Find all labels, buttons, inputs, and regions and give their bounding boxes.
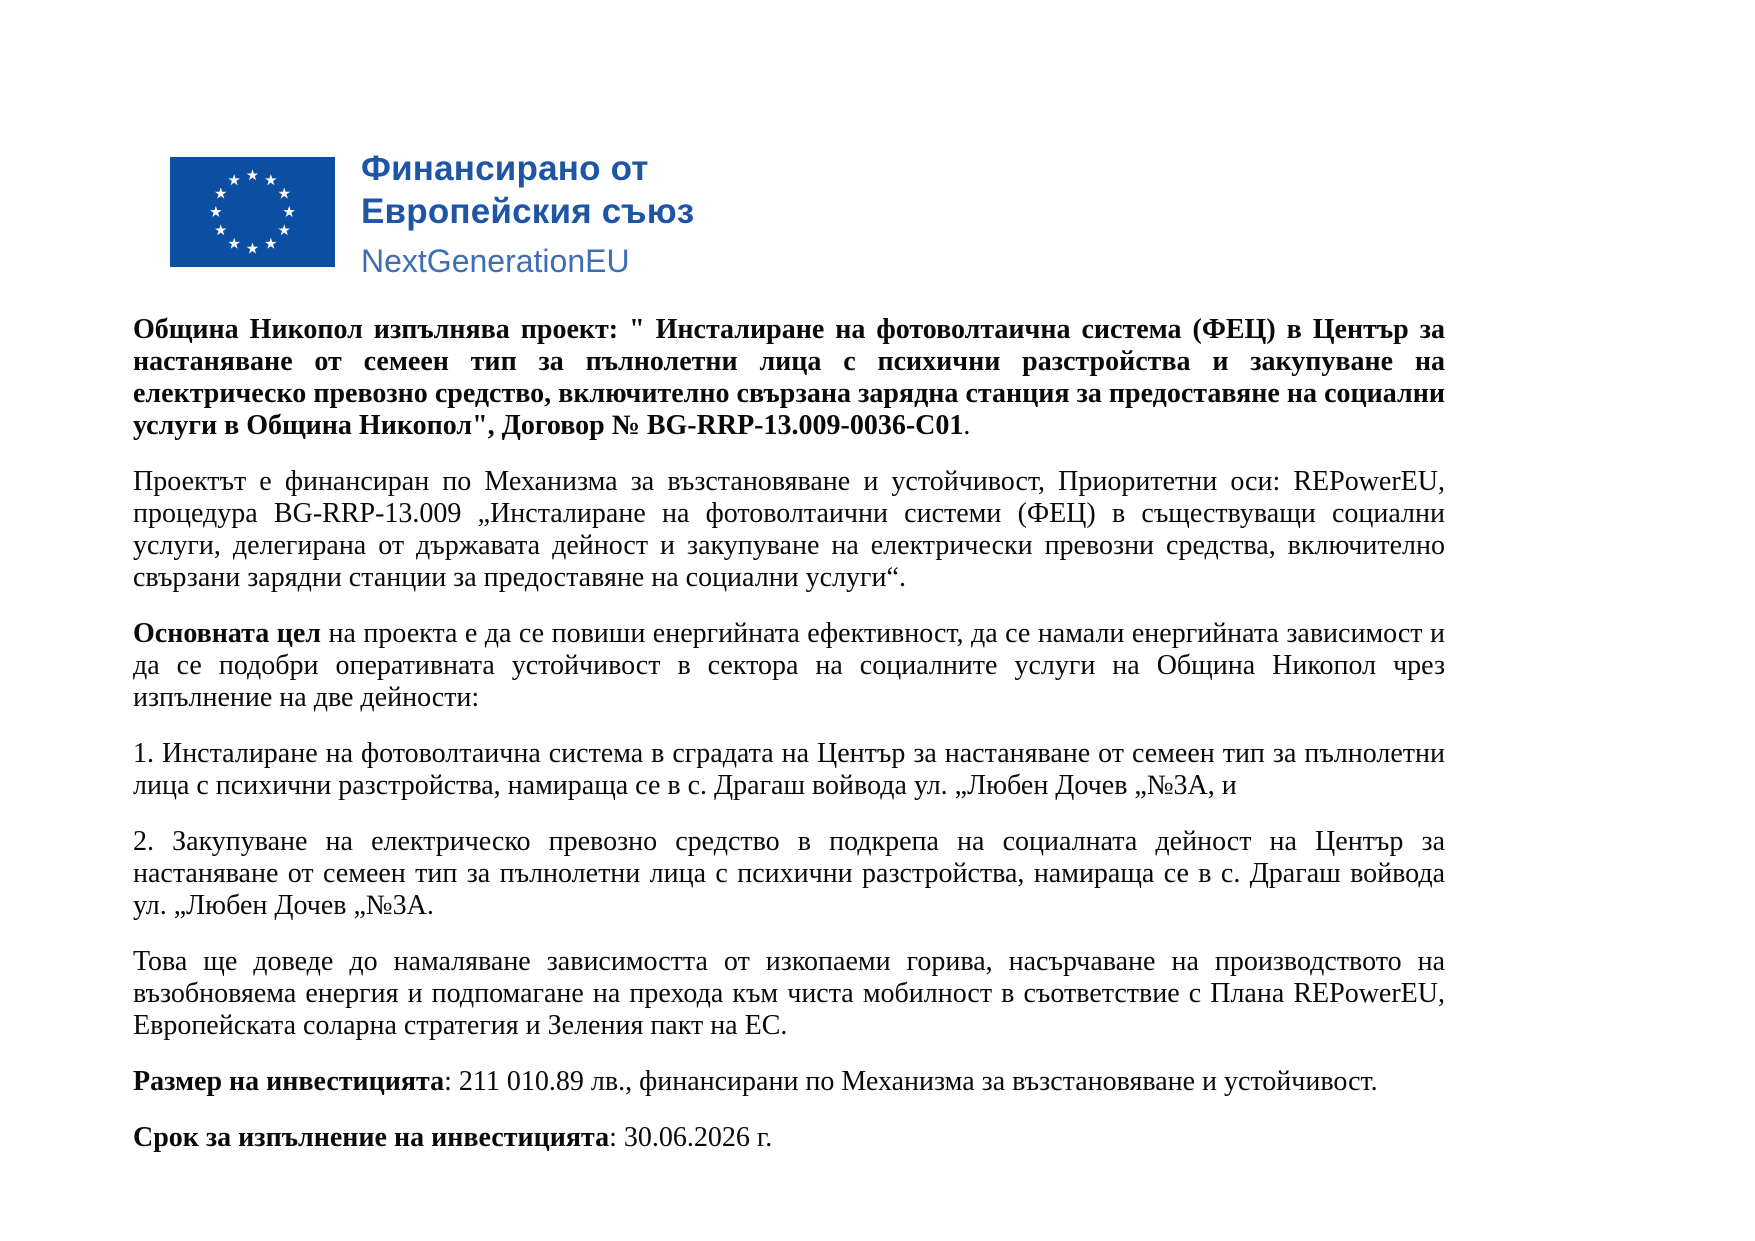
funded-by-line2: Европейския съюз [361,192,695,231]
project-title-tail: . [963,410,971,441]
project-title-paragraph [133,314,1445,442]
activity-1-item: 1. Инсталиране на фотоволтаична система в сградата на Център за настаняване от семеен тип за пълнолетни лица с психични разстройства, намираща се в с. Драгаш войвода ул. „Любен Дочев „№3А, и [133,738,1445,801]
eu-flag-icon [170,157,335,267]
funded-by-line1: Финансирано от [361,149,649,188]
main-goal-paragraph [133,618,1445,714]
main-goal-text: на проекта е да се повиши енергийната ефективност, да се намали енергийната зависимост и да се подобри оперативната устойчивост в сектора на социалните услуги на Община Никопол чрез изпълнение на две дейности: [133,618,1445,713]
investment-amount-line [133,1066,1445,1098]
deadline-line [133,1122,1445,1154]
main-goal-label: Основната цел [133,618,322,649]
funding-source-paragraph: Проектът е финансиран по Механизма за възстановяване и устойчивост, Приоритетни оси: REPowerEU, процедура BG-RRP-13.009 „Инсталиране на фотоволтаични системи (ФЕЦ) в съществуващи социални услуги, делегирана от държавата дейност и закупуване на електрически превозни средства, включително свързани зарядни станции за предоставяне на социални услуги“. [133,466,1445,593]
eu-logo-text [361,149,695,279]
deadline-label: Срок за изпълнение на инвестицията [133,1122,610,1153]
eu-funding-logo [170,149,695,279]
investment-amount-label: Размер на инвестицията [133,1066,445,1097]
deadline-value: : 30.06.2026 г. [609,1122,773,1153]
investment-amount-value: : 211 010.89 лв., финансирани по Механизма за възстановяване и устойчивост. [444,1066,1378,1097]
document-body [133,314,1445,1154]
activity-2-item: 2. Закупуване на електрическо превозно средство в подкрепа на социалната дейност на Център за настаняване от семеен тип за пълнолетни лица с психични разстройства, намираща се в с. Драгаш войвода ул. „Любен Дочев „№3А. [133,826,1445,921]
next-generation-eu-label: NextGenerationEU [361,243,630,279]
impact-paragraph: Това ще доведе до намаляване зависимостта от изкопаеми горива, насърчаване на производството на възобновяема енергия и подпомагане на прехода към чиста мобилност в съответствие с Плана REPowerEU, Европейската соларна стратегия и Зеления пакт на ЕС. [133,946,1445,1041]
funded-by-label [361,147,694,233]
project-title-bold: Община Никопол изпълнява проект: " Инсталиране на фотоволтаична система (ФЕЦ) в Център за настаняване от семеен тип за пълнолетни лица с психични разстройства и закупуване на електрическо превозно средство, включително свързана зарядна станция за предоставяне на социални услуги в Община Никопол", Договор № BG-RRP-13.009-0036-C01 [133,314,1445,441]
